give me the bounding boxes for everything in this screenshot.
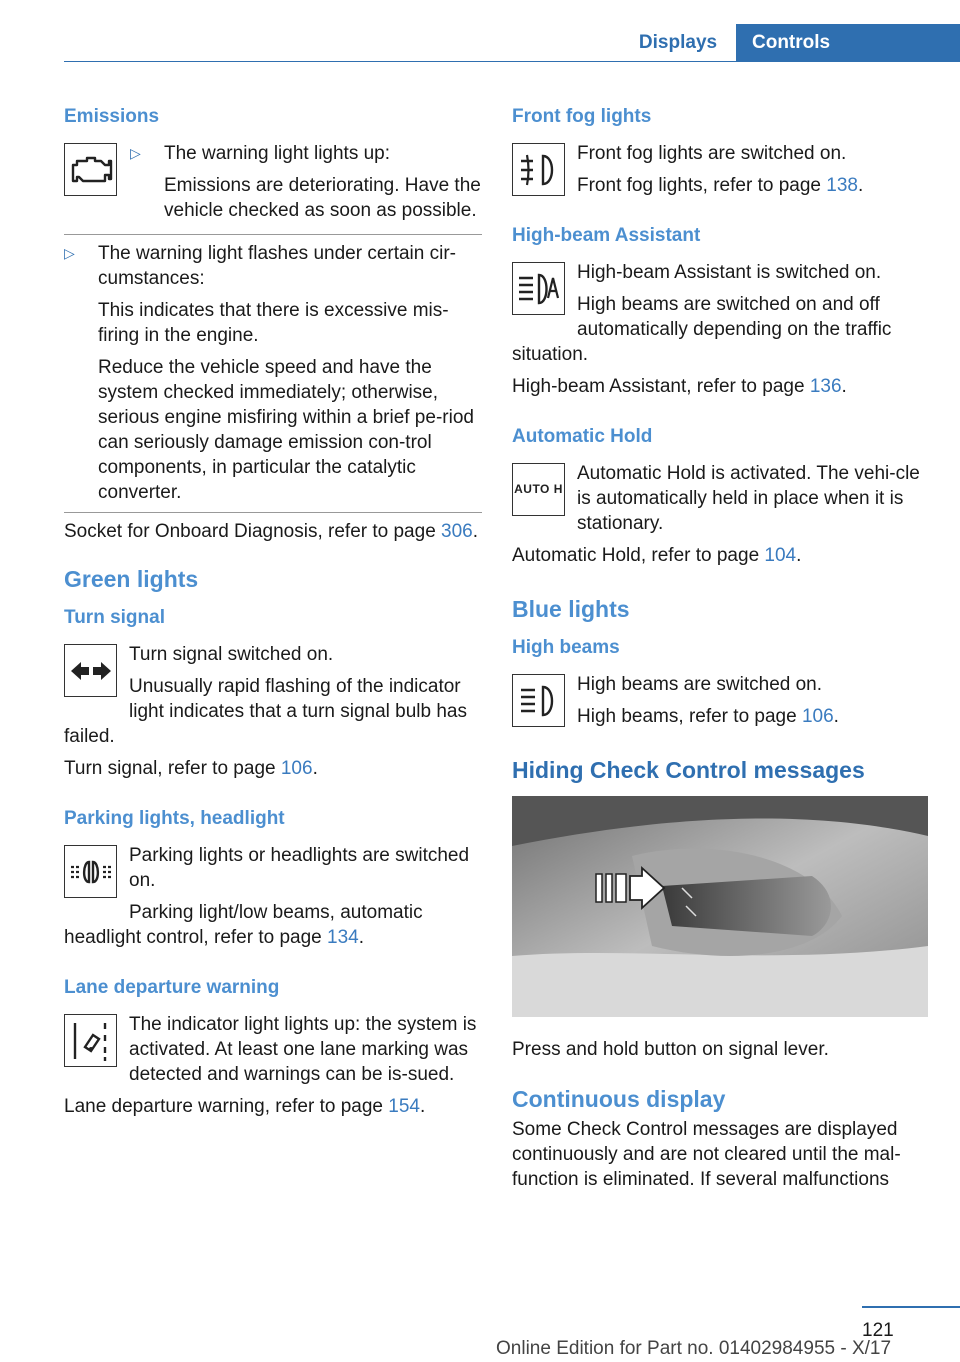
header-tabs bbox=[620, 24, 960, 62]
front-fog-icon bbox=[512, 143, 565, 196]
tab-controls[interactable]: Controls bbox=[736, 24, 960, 62]
hiding-check-control-heading: Hiding Check Control messages bbox=[512, 757, 865, 783]
lane-departure-text-1: The indicator light lights up: the system is activated. At least one lane marking was detected and warnings can be is‐sued. bbox=[129, 1014, 477, 1085]
high-beams-reference: High beams, refer to page 106. bbox=[577, 706, 839, 727]
blue-lights-heading: Blue lights bbox=[512, 596, 630, 622]
page-link-106-high-beams[interactable]: 106 bbox=[801, 706, 834, 727]
emissions-b2-detail-2: Reduce the vehicle speed and have the system checked immediately; otherwise, serious engine misfiring within a brief pe‐riod can seriously damage emission con‐trol components, in particular the catalytic converter. bbox=[98, 357, 474, 503]
green-lights-heading: Green lights bbox=[64, 566, 199, 592]
turn-signal-icon bbox=[64, 644, 117, 697]
bullet-triangle-icon: ▷ bbox=[64, 245, 75, 261]
emissions-b1-detail: Emissions are deteriorating. Have the vehicle checked as soon as possible. bbox=[164, 175, 481, 221]
page-link-106[interactable]: 106 bbox=[280, 758, 313, 779]
emissions-b2-detail-1: This indicates that there is excessive mis‐firing in the engine. bbox=[98, 300, 449, 346]
parking-lights-heading: Parking lights, headlight bbox=[64, 808, 285, 829]
header-rule bbox=[64, 61, 960, 62]
obd-reference: Socket for Onboard Diagnosis, refer to page 306. bbox=[64, 521, 479, 542]
high-beams-heading: High beams bbox=[512, 637, 620, 658]
emissions-bullet-2: ▷ The warning light flashes under certain cir‐cumstances: bbox=[64, 243, 457, 289]
turn-signal-text-1: Turn signal switched on. bbox=[129, 644, 334, 665]
auto-hold-icon bbox=[512, 463, 565, 516]
edition-footer: Online Edition for Part no. 01402984955 - X/17 bbox=[496, 1338, 892, 1359]
tab-displays[interactable]: Displays bbox=[620, 24, 736, 62]
divider bbox=[64, 512, 482, 513]
page-number: 121 bbox=[862, 1320, 894, 1341]
lane-departure-heading: Lane departure warning bbox=[64, 977, 280, 998]
divider bbox=[64, 234, 482, 235]
front-fog-text-1: Front fog lights are switched on. bbox=[577, 143, 847, 164]
emissions-block bbox=[64, 141, 482, 544]
continuous-display-text: Some Check Control messages are displayed continuously and are not cleared until the mal‐function is eliminated. If several malfunctions bbox=[512, 1119, 901, 1190]
high-beams-icon bbox=[512, 674, 565, 727]
page-link-104[interactable]: 104 bbox=[764, 545, 797, 566]
page-link-136[interactable]: 136 bbox=[809, 376, 842, 397]
hba-text-1: High-beam Assistant is switched on. bbox=[577, 262, 882, 283]
page-number-rule bbox=[862, 1306, 960, 1308]
check-engine-icon bbox=[64, 143, 117, 196]
signal-lever-illustration bbox=[512, 796, 928, 1017]
front-fog-heading: Front fog lights bbox=[512, 106, 652, 127]
hiding-text: Press and hold button on signal lever. bbox=[512, 1039, 829, 1060]
auto-hold-icon-label: AUTO H bbox=[514, 482, 563, 496]
lane-departure-reference: Lane departure warning, refer to page 154. bbox=[64, 1096, 426, 1117]
page-link-154[interactable]: 154 bbox=[388, 1096, 420, 1117]
parking-lights-reference: Parking light/low beams, automatic headlight control, refer to page 134. bbox=[64, 902, 423, 948]
lane-departure-icon bbox=[64, 1014, 117, 1067]
emissions-bullet-1: ▷ The warning light lights up: bbox=[130, 143, 391, 164]
continuous-display-heading: Continuous display bbox=[512, 1086, 726, 1112]
emissions-heading: Emissions bbox=[64, 106, 160, 127]
parking-lights-text-1: Parking lights or headlights are switched on. bbox=[129, 845, 470, 891]
page-link-138[interactable]: 138 bbox=[826, 175, 858, 196]
page-link-134[interactable]: 134 bbox=[327, 927, 359, 948]
turn-signal-heading: Turn signal bbox=[64, 607, 165, 628]
hba-text-2: High beams are switched on and off automatically depending on the traffic situation. bbox=[512, 294, 892, 365]
high-beam-assistant-icon bbox=[512, 262, 565, 315]
front-fog-reference: Front fog lights, refer to page 138. bbox=[577, 175, 864, 196]
auto-hold-reference: Automatic Hold, refer to page 104. bbox=[512, 545, 802, 566]
right-column bbox=[512, 104, 928, 1199]
page-link-306[interactable]: 306 bbox=[441, 521, 473, 542]
left-column bbox=[64, 104, 482, 1126]
high-beams-text-1: High beams are switched on. bbox=[577, 674, 823, 695]
bullet-triangle-icon: ▷ bbox=[130, 145, 141, 161]
auto-hold-text-1: Automatic Hold is activated. The vehi‐cle is automatically held in place when it is stationary. bbox=[577, 463, 920, 534]
auto-hold-heading: Automatic Hold bbox=[512, 426, 653, 447]
hba-reference: High-beam Assistant, refer to page 136. bbox=[512, 376, 847, 397]
turn-signal-text-2: Unusually rapid flashing of the indicator light indicates that a turn signal bulb has failed. bbox=[64, 676, 467, 747]
parking-lights-icon bbox=[64, 845, 117, 898]
turn-signal-reference: Turn signal, refer to page 106. bbox=[64, 758, 318, 779]
hba-heading: High-beam Assistant bbox=[512, 225, 701, 246]
